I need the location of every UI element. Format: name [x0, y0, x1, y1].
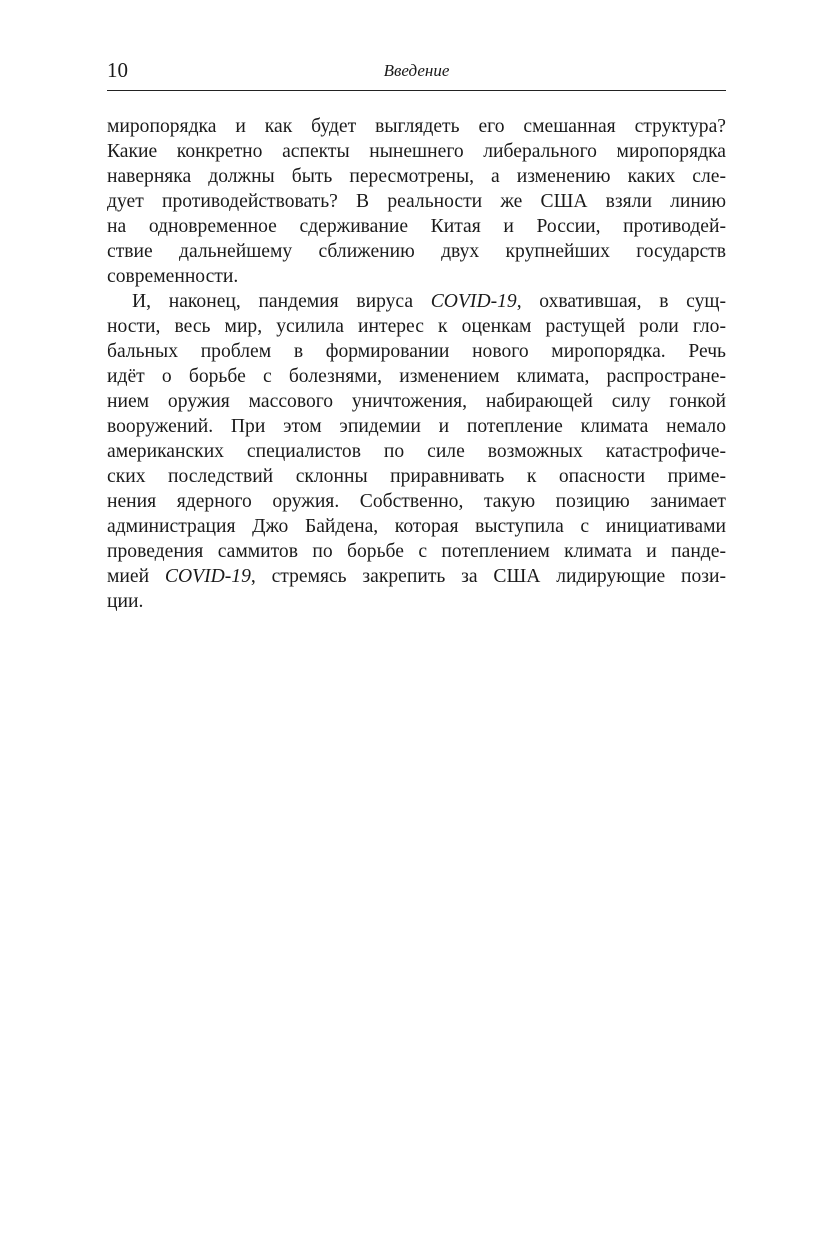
text-line: дует противодействовать? В реальности же США взяли линию	[107, 191, 726, 212]
text-line: Какие конкретно аспекты нынешнего либерального миропорядка	[107, 141, 726, 162]
emphasis-covid: COVID-19	[164, 566, 251, 587]
text-line: на одновременное сдерживание Китая и России, противодей-	[107, 216, 726, 237]
text-line: вооружений. При этом эпидемии и потепление климата немало	[107, 416, 726, 437]
text-line: наверняка должны быть пересмотрены, а изменению каких сле-	[107, 166, 726, 187]
text-line: ских последствий склонны приравнивать к опасности приме-	[107, 466, 726, 487]
text-line: И, наконец, пандемия вируса COVID-19, охватившая, в сущ-	[132, 291, 726, 312]
page-header	[107, 56, 726, 91]
text-line: современности.	[107, 266, 239, 287]
emphasis-covid: COVID-19	[430, 291, 517, 312]
body-text	[107, 114, 726, 614]
text-line: администрация Джо Байдена, которая выступила с инициативами	[107, 516, 726, 537]
text-line: американских специалистов по силе возможных катастрофиче-	[107, 441, 726, 462]
text-line: миропорядка и как будет выглядеть его смешанная структура?	[107, 116, 726, 137]
text-line: нием оружия массового уничтожения, набирающей силу гонкой	[107, 391, 726, 412]
text-line: проведения саммитов по борьбе с потеплением климата и панде-	[107, 541, 726, 562]
text-line: идёт о борьбе с болезнями, изменением климата, распростране-	[107, 366, 726, 387]
text-line: мией COVID-19, стремясь закрепить за США лидирующие пози-	[107, 566, 726, 587]
text-line: нения ядерного оружия. Собственно, такую позицию занимает	[107, 491, 726, 512]
text-line: ствие дальнейшему сближению двух крупнейших государств	[107, 241, 726, 262]
paragraph-2	[107, 289, 726, 614]
running-head: Введение	[383, 61, 450, 80]
text-line: бальных проблем в формировании нового миропорядка. Речь	[107, 341, 726, 362]
text-line: ности, весь мир, усилила интерес к оценкам растущей роли гло-	[107, 316, 726, 337]
text-line: ции.	[107, 591, 144, 612]
page-number: 10	[107, 58, 128, 82]
paragraph-1	[107, 114, 726, 289]
